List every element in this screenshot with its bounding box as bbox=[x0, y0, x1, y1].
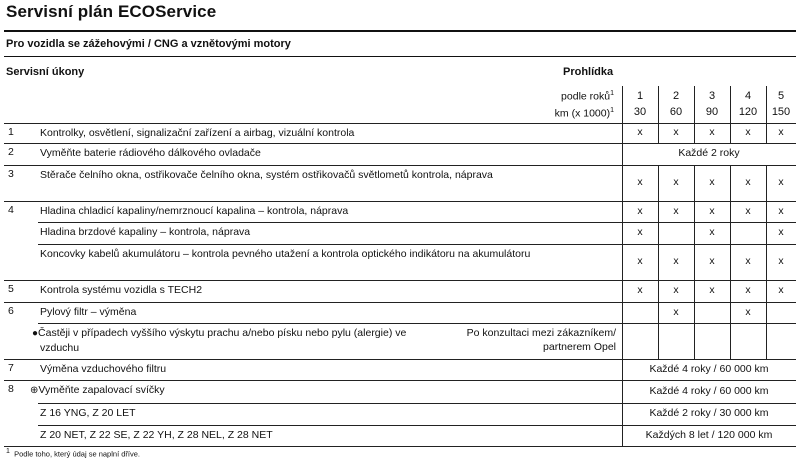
column-number: 5 bbox=[777, 90, 785, 102]
row-label: Vyměňte zapalovací svíčky bbox=[38, 384, 165, 396]
service-mark: x bbox=[637, 126, 643, 138]
service-mark: x bbox=[673, 205, 679, 217]
row-number: 8 bbox=[8, 383, 14, 395]
km-sup: 1 bbox=[610, 106, 614, 114]
title-rule bbox=[4, 30, 796, 32]
interval-span: Každé 2 roky bbox=[678, 147, 740, 159]
column-km: 30 bbox=[633, 106, 647, 118]
service-mark: x bbox=[778, 205, 784, 217]
column-divider bbox=[658, 86, 659, 123]
row-divider bbox=[38, 222, 796, 223]
row-text bbox=[30, 383, 540, 398]
row-text bbox=[32, 326, 420, 355]
plus-circle-icon: ⊕ bbox=[30, 385, 39, 396]
service-mark: x bbox=[778, 255, 784, 267]
row-text bbox=[40, 146, 540, 160]
column-header bbox=[658, 88, 694, 120]
row-divider bbox=[38, 403, 796, 404]
service-mark: x bbox=[673, 176, 679, 188]
column-km: 90 bbox=[705, 106, 719, 118]
row-label: Pylový filtr – výměna bbox=[40, 306, 137, 318]
service-mark: x bbox=[709, 205, 715, 217]
row-number: 6 bbox=[8, 305, 14, 317]
row-text bbox=[40, 428, 540, 442]
subtitle-rule bbox=[4, 56, 796, 57]
service-mark: x bbox=[709, 284, 715, 296]
service-mark: x bbox=[778, 226, 784, 238]
row-text bbox=[40, 204, 540, 218]
row-divider bbox=[4, 380, 796, 381]
service-mark: x bbox=[745, 126, 751, 138]
row-label: Vyměňte baterie rádiového dálkového ovladače bbox=[40, 147, 261, 159]
service-mark: x bbox=[637, 226, 643, 238]
service-mark: x bbox=[637, 255, 643, 267]
header-inspection: Prohlídka bbox=[563, 66, 614, 78]
row-label: Koncovky kabelů akumulátoru – kontrola pevného utažení a kontrola optického indikátoru na akumulátoru bbox=[40, 248, 531, 260]
service-mark: x bbox=[745, 284, 751, 296]
column-divider bbox=[694, 302, 695, 323]
row-divider bbox=[4, 123, 796, 124]
row-divider bbox=[38, 323, 796, 324]
row-label: Z 16 YNG, Z 20 LET bbox=[40, 407, 136, 419]
subtitle: Pro vozidla se zážehovými / CNG a vznětovými motory bbox=[6, 38, 291, 50]
interval-span: Každé 4 roky / 60 000 km bbox=[649, 385, 769, 397]
column-divider bbox=[766, 323, 767, 359]
column-km: 150 bbox=[771, 106, 791, 118]
service-mark: x bbox=[778, 284, 784, 296]
service-mark: x bbox=[709, 126, 715, 138]
column-header bbox=[730, 88, 766, 120]
row-number: 1 bbox=[8, 126, 14, 138]
service-mark: x bbox=[709, 176, 715, 188]
column-divider bbox=[622, 86, 623, 123]
years-sup: 1 bbox=[610, 90, 614, 97]
row-number: 5 bbox=[8, 283, 14, 295]
column-divider bbox=[694, 323, 695, 359]
row-text bbox=[40, 362, 540, 376]
row-text bbox=[40, 126, 540, 140]
row-text bbox=[40, 225, 540, 239]
service-mark: x bbox=[778, 176, 784, 188]
row-number: 7 bbox=[8, 362, 14, 374]
column-divider bbox=[658, 323, 659, 359]
service-mark: x bbox=[745, 205, 751, 217]
row-label: Kontrola systému vozidla s TECH2 bbox=[40, 284, 203, 296]
column-header bbox=[622, 88, 658, 120]
row-text bbox=[40, 247, 540, 261]
service-mark: x bbox=[637, 205, 643, 217]
row-text bbox=[40, 283, 540, 297]
row-number: 4 bbox=[8, 204, 14, 216]
row-label: Z 20 NET, Z 22 SE, Z 22 YH, Z 28 NEL, Z 28 NET bbox=[40, 429, 273, 441]
table-bottom-rule bbox=[4, 446, 796, 447]
row-divider bbox=[38, 425, 796, 426]
column-km: 120 bbox=[738, 106, 758, 118]
footnote bbox=[6, 448, 140, 459]
column-number: 3 bbox=[708, 90, 716, 102]
service-mark: x bbox=[778, 126, 784, 138]
row-divider bbox=[4, 201, 796, 202]
row-divider bbox=[4, 143, 796, 144]
row-label: Stěrače čelního okna, ostřikovače čelního okna, systém ostřikovačů světlometů kontrola, náprava bbox=[40, 169, 493, 181]
service-mark: x bbox=[745, 176, 751, 188]
footnote-sup: 1 bbox=[6, 448, 10, 455]
service-mark: x bbox=[673, 306, 679, 318]
column-number: 2 bbox=[672, 90, 680, 102]
interval-span: Každé 4 roky / 60 000 km bbox=[649, 363, 769, 375]
service-mark: x bbox=[673, 126, 679, 138]
row-text bbox=[40, 305, 540, 319]
service-mark: x bbox=[673, 284, 679, 296]
row-divider bbox=[38, 244, 796, 245]
header-years-km bbox=[520, 87, 614, 120]
row-number: 2 bbox=[8, 146, 14, 158]
service-mark: x bbox=[637, 176, 643, 188]
row-label: Hladina brzdové kapaliny – kontrola, náprava bbox=[40, 226, 251, 238]
row-label: Častěji v případech vyššího výskytu prachu a/nebo písku nebo pylu (alergie) ve vzduchu bbox=[38, 327, 407, 354]
service-mark: x bbox=[673, 255, 679, 267]
row-text bbox=[40, 406, 540, 420]
column-divider bbox=[622, 302, 623, 323]
row-divider bbox=[4, 280, 796, 281]
column-divider bbox=[730, 86, 731, 123]
service-mark: x bbox=[745, 255, 751, 267]
row-label: Výměna vzduchového filtru bbox=[40, 363, 167, 375]
column-divider bbox=[766, 302, 767, 323]
row-number: 3 bbox=[8, 168, 14, 180]
row-label: Hladina chladicí kapaliny/nemrznoucí kapalina – kontrola, náprava bbox=[40, 205, 349, 217]
row-note: Po konzultaci mezi zákazníkem/ partnerem Opel bbox=[466, 327, 616, 353]
service-mark: x bbox=[709, 226, 715, 238]
service-mark: x bbox=[637, 284, 643, 296]
footnote-text: Podle toho, který údaj se naplní dříve. bbox=[14, 449, 140, 459]
column-divider bbox=[622, 323, 623, 359]
page-title: Servisní plán ECOService bbox=[6, 2, 217, 21]
row-divider bbox=[4, 302, 796, 303]
column-divider bbox=[766, 86, 767, 123]
column-divider bbox=[694, 86, 695, 123]
column-number: 4 bbox=[744, 90, 752, 102]
bullet-icon: ● bbox=[32, 328, 39, 339]
column-divider bbox=[730, 323, 731, 359]
column-divider bbox=[730, 222, 731, 244]
column-divider bbox=[658, 222, 659, 244]
row-text bbox=[40, 168, 540, 182]
column-header bbox=[766, 88, 796, 120]
header-services: Servisní úkony bbox=[6, 66, 85, 78]
interval-span: Každé 2 roky / 30 000 km bbox=[649, 407, 769, 419]
years-label: podle roků bbox=[561, 90, 611, 103]
interval-span: Každých 8 let / 120 000 km bbox=[645, 429, 773, 441]
column-number: 1 bbox=[636, 90, 644, 102]
row-label: Kontrolky, osvětlení, signalizační zařízení a airbag, vizuální kontrola bbox=[40, 127, 355, 139]
service-mark: x bbox=[745, 306, 751, 318]
row-divider bbox=[4, 165, 796, 166]
km-label: km (x 1000) bbox=[554, 107, 611, 119]
row-divider bbox=[4, 359, 796, 360]
column-header bbox=[694, 88, 730, 120]
service-mark: x bbox=[709, 255, 715, 267]
column-km: 60 bbox=[669, 106, 683, 118]
